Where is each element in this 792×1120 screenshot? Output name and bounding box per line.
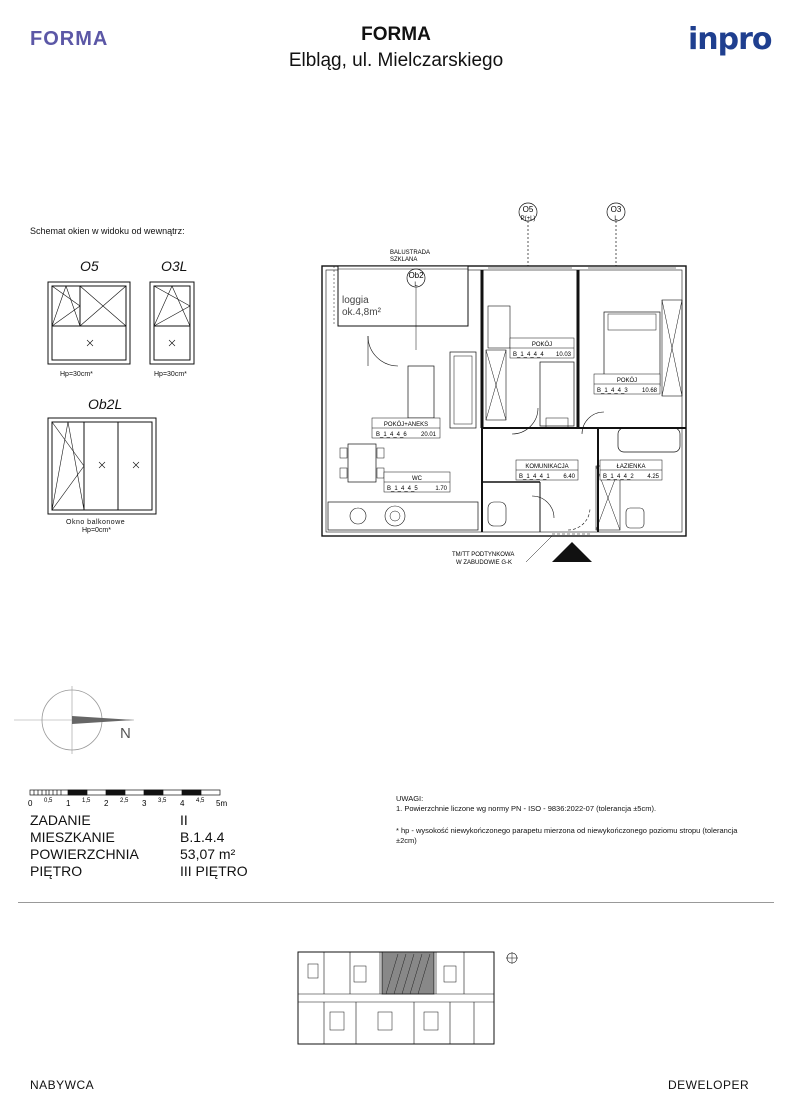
info-labels xyxy=(30,812,139,880)
scale-tick: 3,5 xyxy=(158,798,167,804)
room-area: 10.03 xyxy=(555,352,571,358)
scale-tick: 2 xyxy=(104,799,109,808)
entrance-marker xyxy=(552,542,592,562)
room-label-room-4 xyxy=(510,338,574,358)
window-o3l-note: Hp=30cm* xyxy=(154,371,187,378)
info-value: B.1.4.4 xyxy=(180,829,225,845)
room-code: B_1_4_4_3 xyxy=(597,388,628,394)
room-code: B_1_4_4_4 xyxy=(513,352,544,358)
key-plan xyxy=(294,946,526,1052)
notes-line-2b: ±2cm) xyxy=(396,836,417,845)
balustrade-line-2: SZKLANA xyxy=(390,257,418,263)
window-ob2l-note-2: Hp=0cm* xyxy=(82,527,111,534)
info-value: 53,07 m² xyxy=(180,846,236,862)
room-code: B_1_4_4_2 xyxy=(603,474,634,480)
room-name: POKÓJ xyxy=(616,378,638,384)
room-name: POKÓJ+ANEKS xyxy=(383,422,429,428)
scale-tick: 4,5 xyxy=(196,798,205,804)
scale-tick: 0,5 xyxy=(44,798,53,804)
room-name: POKÓJ xyxy=(531,342,553,348)
tag-ob2: Ob2 xyxy=(408,271,424,280)
scale-tick: 0 xyxy=(28,799,33,808)
balustrade-line-1: BALUSTRADA xyxy=(390,250,431,256)
compass xyxy=(12,686,142,754)
floor-plan xyxy=(300,196,720,580)
room-code: B_1_4_4_1 xyxy=(519,474,550,480)
plan-note-2: W ZABUDOWIE G-K xyxy=(456,560,512,566)
forma-logo-text: FORMA xyxy=(30,28,109,48)
footer-developer: DEWELOPER xyxy=(668,1078,750,1092)
tag-o5-sub: P(+L) xyxy=(520,216,536,222)
tag-ob2-sub: L xyxy=(414,282,418,288)
notes xyxy=(396,794,776,846)
windows-heading: Schemat okien w widoku od wewnątrz: xyxy=(30,226,185,236)
room-area: 1.70 xyxy=(435,486,447,492)
scale-bar xyxy=(26,786,236,810)
window-o5-o3l-drawing xyxy=(40,278,200,368)
scale-tick: 5m xyxy=(216,799,228,808)
scale-tick: 1,5 xyxy=(82,798,91,804)
inpro-logo: inpro xyxy=(688,22,772,57)
notes-line-2a: * hp - wysokość niewykończonego parapetu mierzona od niewykończonego poziomu stropu (tolerancja xyxy=(396,826,738,835)
notes-heading: UWAGI: xyxy=(396,794,424,803)
room-label-corridor xyxy=(516,460,578,480)
scale-tick: 3 xyxy=(142,799,147,808)
compass-north-label: N xyxy=(120,725,131,742)
window-ob2l-note-1: Okno balkonowe xyxy=(66,519,126,526)
tag-o3: O3 xyxy=(610,205,622,214)
room-area: 4.25 xyxy=(647,474,659,480)
window-o3l-label: O3L xyxy=(161,258,188,274)
window-o5-note: Hp=30cm* xyxy=(60,371,93,378)
room-name: ŁAZIENKA xyxy=(616,464,646,470)
room-area: 10.68 xyxy=(641,388,657,394)
room-label-wc xyxy=(384,472,450,492)
room-code: B_1_4_4_6 xyxy=(376,432,407,438)
page-title: FORMA xyxy=(361,24,431,45)
loggia-area: ok.4,8m² xyxy=(342,307,381,318)
plan-note-1: TM/TT PODTYNKOWA xyxy=(452,552,515,558)
info-value: III PIĘTRO xyxy=(180,863,248,879)
tag-o5: O5 xyxy=(522,205,534,214)
info-label: POWIERZCHNIA xyxy=(30,846,139,862)
window-ob2l-label: Ob2L xyxy=(88,396,123,412)
room-label-room-3 xyxy=(594,374,660,394)
room-name: WC xyxy=(412,476,422,482)
scale-tick: 4 xyxy=(180,799,185,808)
divider xyxy=(18,902,774,903)
scale-tick: 2,5 xyxy=(120,798,129,804)
room-area: 20.01 xyxy=(420,432,436,438)
compass-needle xyxy=(72,716,134,724)
info-values xyxy=(180,812,248,880)
room-code: B_1_4_4_5 xyxy=(387,486,418,492)
room-area: 6.40 xyxy=(563,474,575,480)
info-label: MIESZKANIE xyxy=(30,829,115,845)
key-plan-highlight xyxy=(382,952,434,994)
window-o5-label: O5 xyxy=(80,258,99,274)
info-label: PIĘTRO xyxy=(30,863,83,879)
scale-ticks xyxy=(28,798,227,808)
scale-tick: 1 xyxy=(66,799,71,808)
footer-buyer: NABYWCA xyxy=(30,1078,95,1092)
info-value: II xyxy=(180,812,188,828)
room-label-bathroom xyxy=(600,460,662,480)
tag-o3-sub: L xyxy=(614,216,618,222)
info-label: ZADANIE xyxy=(30,812,91,828)
room-label-living xyxy=(372,418,440,438)
notes-line-1: 1. Powierzchnie liczone wg normy PN - ISO - 9836:2022-07 (tolerancja ±5cm). xyxy=(396,804,657,813)
loggia-label: loggia xyxy=(342,295,369,306)
page-subtitle: Elbląg, ul. Mielczarskiego xyxy=(288,50,504,71)
room-name: KOMUNIKACJA xyxy=(525,464,569,470)
window-ob2l-drawing xyxy=(44,416,164,520)
